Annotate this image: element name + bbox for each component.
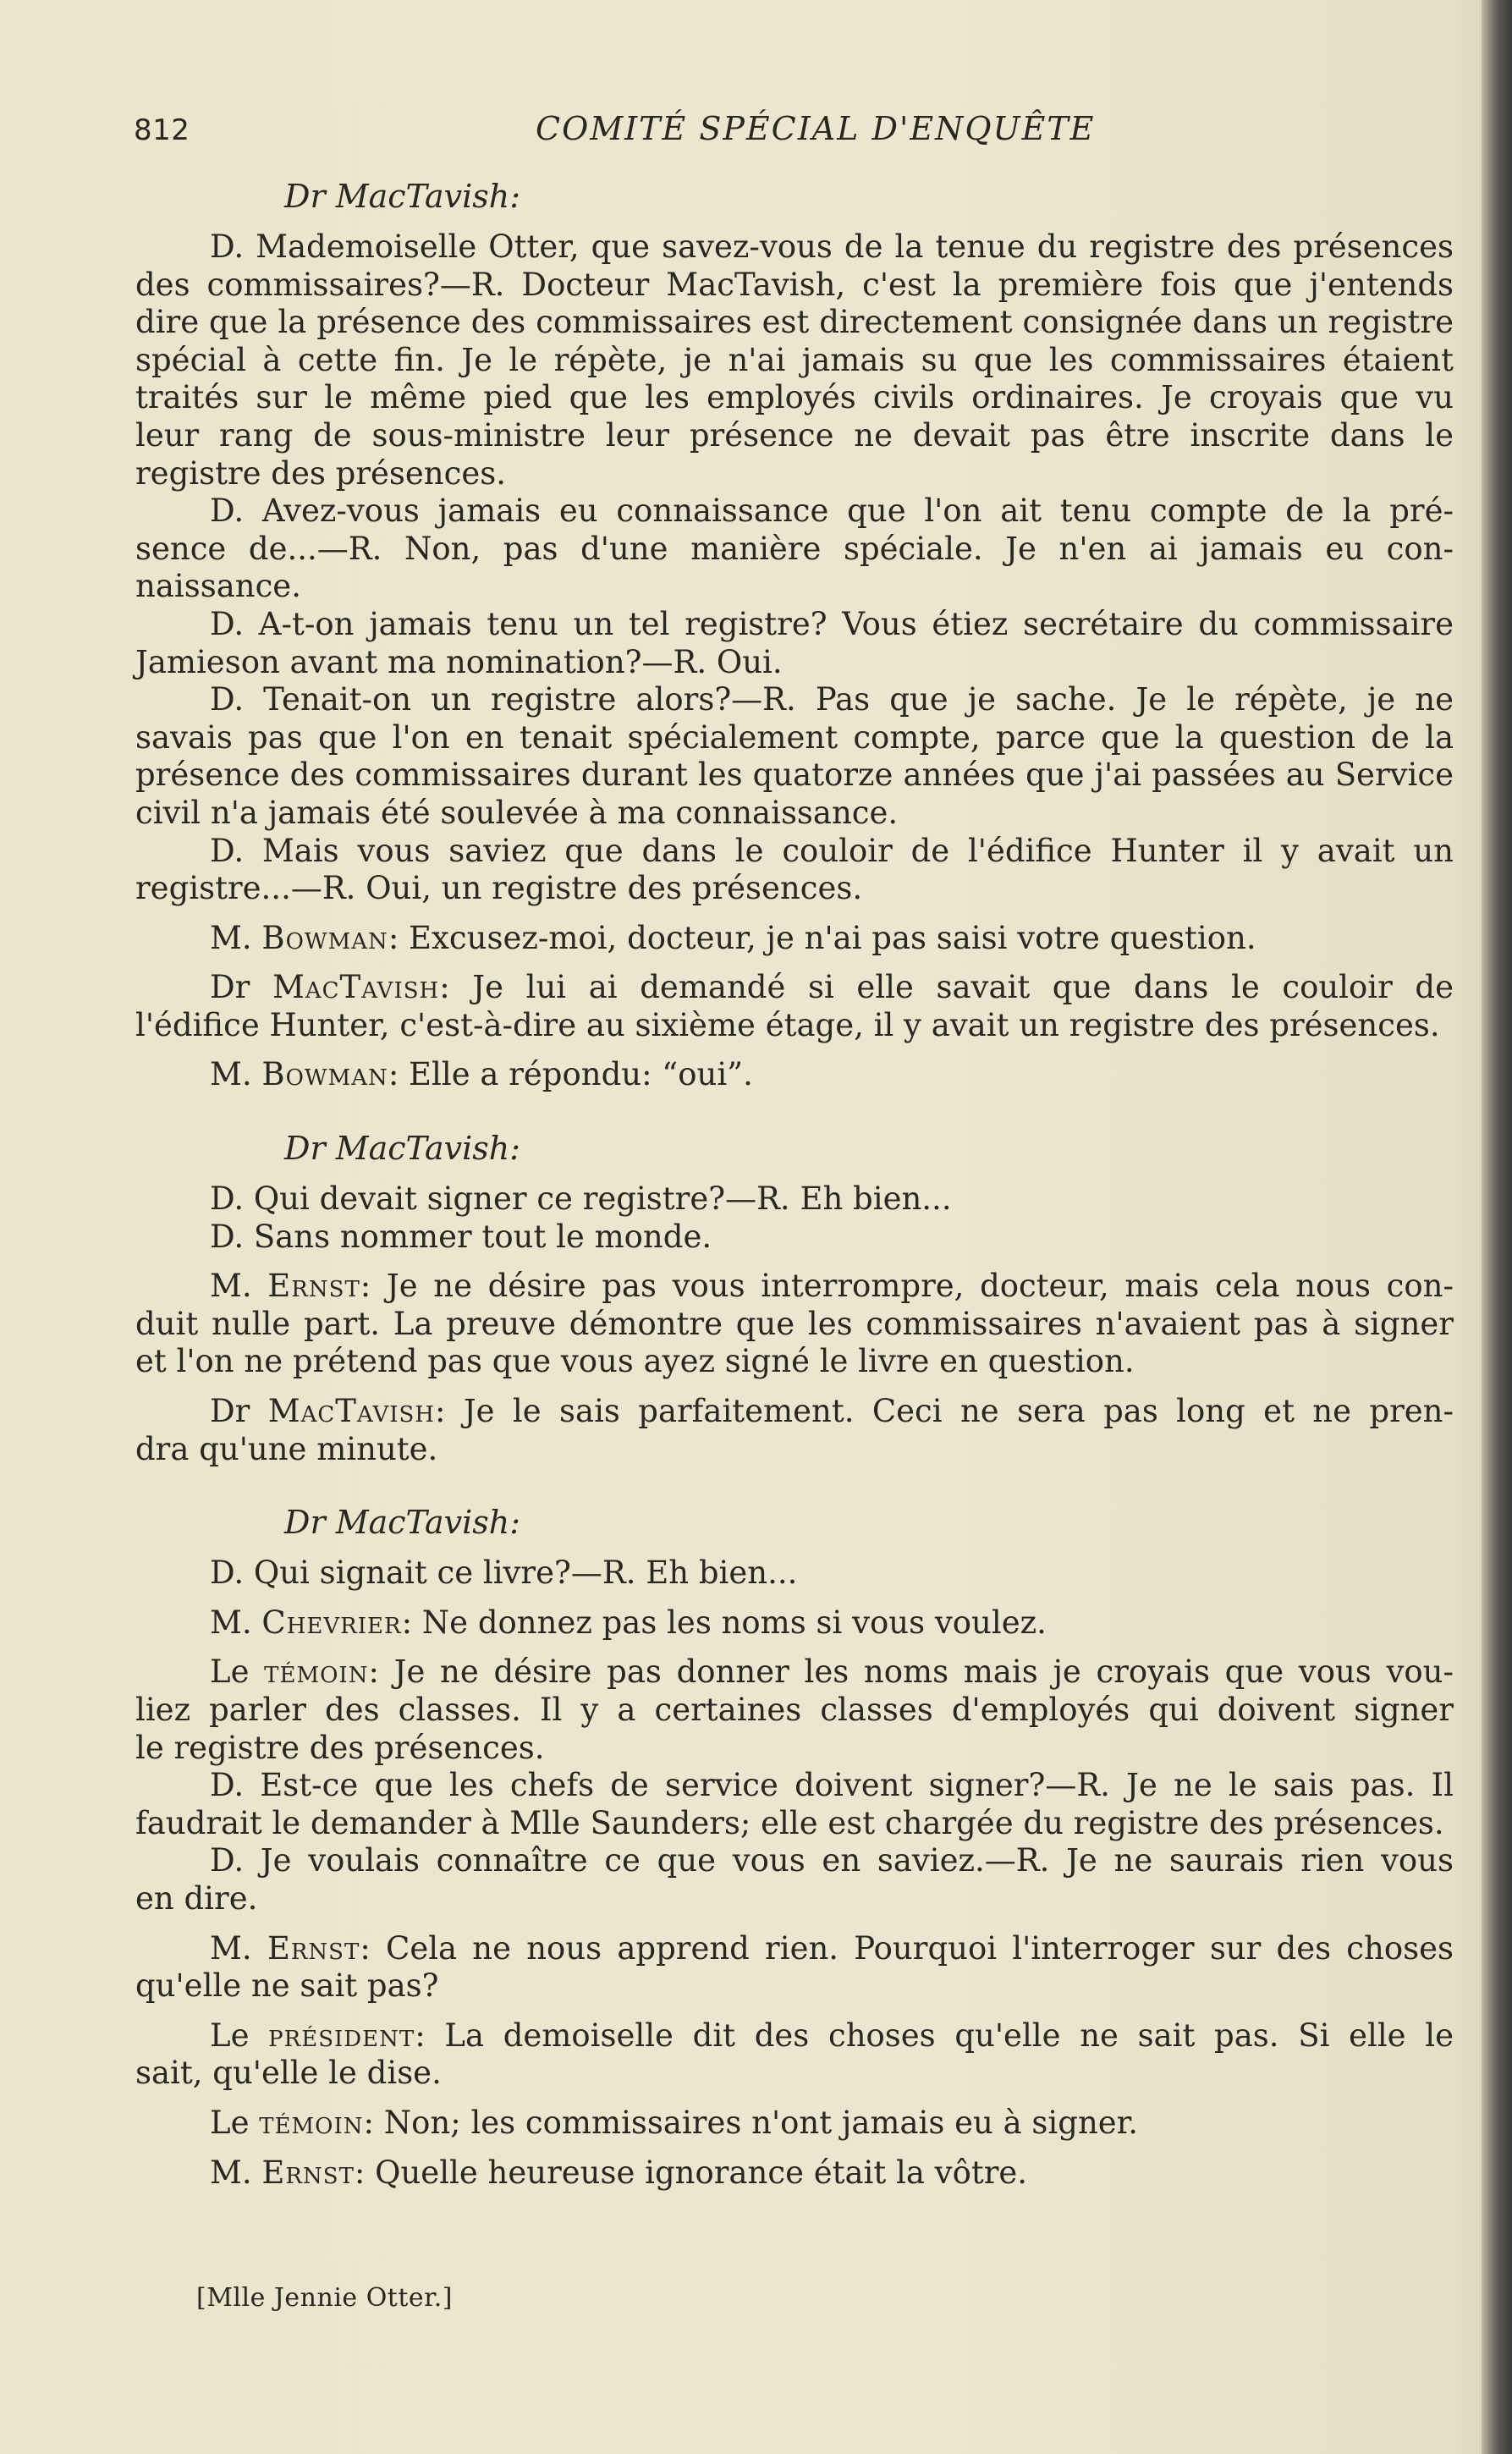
spacer — [135, 1541, 1454, 1554]
speaker-name: Ernst — [267, 1268, 360, 1305]
speaker-title: Le — [210, 2104, 260, 2141]
page-header — [134, 110, 1454, 152]
question-answer-line: D. Est-ce que les chefs de service doivent signer?—R. Je ne le sais pas. Il — [210, 1767, 1454, 1804]
speaker-line: le registre des présences. — [135, 1729, 545, 1766]
speaker-line — [135, 920, 1454, 958]
page-number: 812 — [134, 113, 190, 147]
binding-edge — [1482, 0, 1512, 2454]
spacer — [135, 1094, 1454, 1130]
speaker-line — [135, 1930, 1454, 1968]
speaker-title: M. — [210, 1056, 262, 1093]
speaker-line: liez parler des classes. Il y a certaines classes d'employés qui doivent signer — [135, 1692, 1454, 1728]
spacer — [135, 215, 1454, 228]
speaker-line — [135, 1653, 1454, 1692]
speech-text: : La demoiselle dit des choses qu'elle ne sait pas. Si elle le — [415, 2017, 1454, 2054]
question-answer-line: naissance. — [135, 568, 301, 605]
spacer — [135, 908, 1454, 920]
spacer — [135, 2006, 1454, 2017]
speaker-name: MacTavish — [272, 969, 440, 1006]
question-answer-line: D. Mais vous saviez que dans le couloir de l'édifice Hunter il y avait un — [210, 832, 1454, 869]
question-answer-line: sence de...—R. Non, pas d'une manière spéciale. Je n'en ai jamais eu con- — [135, 530, 1454, 567]
speaker-line: qu'elle ne sait pas? — [135, 1967, 439, 2005]
speaker-line: et l'on ne prétend pas que vous ayez signé le livre en question. — [135, 1343, 1135, 1380]
spacer — [135, 1381, 1454, 1393]
spacer — [135, 1256, 1454, 1268]
speaker-name: témoin — [264, 1653, 369, 1691]
speaker-line: sait, qu'elle le dise. — [135, 2055, 442, 2092]
spacer — [135, 957, 1454, 969]
page-body — [135, 178, 1454, 2192]
footer-note: [Mlle Jennie Otter.] — [196, 2283, 453, 2313]
speaker-title: Le — [210, 2017, 269, 2054]
question-answer-line: D. Sans nommer tout le monde. — [210, 1218, 712, 1255]
speaker-title: M. — [210, 2154, 262, 2191]
question-answer-line: D. Qui devait signer ce registre?—R. Eh bien... — [210, 1180, 952, 1218]
speaker-title: Dr — [210, 969, 272, 1006]
speaker-line — [135, 1056, 1454, 1094]
question-answer-line: traités sur le même pied que les employés civils ordinaires. Je croyais que vu — [135, 379, 1454, 416]
question-answer-line: présence des commissaires durant les quatorze années que j'ai passées au Service — [135, 757, 1454, 794]
speaker-line — [135, 1268, 1454, 1306]
spacer — [135, 1167, 1454, 1180]
speech-text: : Je ne désire pas donner les noms mais je croyais que vous vou- — [368, 1653, 1454, 1691]
speaker-name: Ernst — [267, 1929, 360, 1967]
speech-text: : Je le sais parfaitement. Ceci ne sera pas long et ne pren- — [434, 1393, 1454, 1430]
speaker-title: M. — [210, 1929, 267, 1967]
speaker-header: Dr MacTavish: — [284, 1504, 521, 1542]
question-answer-line: Jamieson avant ma nomination?—R. Oui. — [135, 643, 783, 680]
speaker-line — [135, 2017, 1454, 2055]
question-answer-line: savais pas que l'on en tenait spécialement compte, parce que la question de la — [135, 718, 1454, 756]
question-answer-line: leur rang de sous-ministre leur présence ne devait pas être inscrite dans le — [135, 416, 1454, 454]
speech-text: : Cela ne nous apprend rien. Pourquoi l'interroger sur des choses — [360, 1929, 1454, 1967]
speaker-title: Le — [210, 1653, 265, 1691]
speech-text: : Je lui ai demandé si elle savait que dans le couloir de — [439, 969, 1454, 1006]
speaker-line — [135, 2105, 1454, 2143]
speech-text: : Ne donnez pas les noms si vous voulez. — [401, 1604, 1047, 1641]
speaker-title: M. — [210, 1604, 262, 1641]
spacer — [135, 1918, 1454, 1930]
question-answer-line: D. A-t-on jamais tenu un tel registre? Vous étiez secrétaire du commissaire — [210, 605, 1454, 642]
speaker-name: MacTavish — [267, 1393, 435, 1430]
speaker-title: Dr — [210, 1393, 268, 1430]
speaker-name: témoin — [259, 2104, 364, 2141]
question-answer-line: dire que la présence des commissaires est directement consignée dans un registre — [135, 304, 1454, 341]
speaker-title: M. — [210, 919, 262, 956]
speech-text: : Quelle heureuse ignorance était la vôtre. — [354, 2154, 1028, 2191]
spacer — [135, 1468, 1454, 1504]
spacer — [135, 1593, 1454, 1604]
speech-text: : Je ne désire pas vous interrompre, docteur, mais cela nous con- — [360, 1268, 1454, 1305]
spacer — [135, 1044, 1454, 1056]
speaker-line: dra qu'une minute. — [135, 1430, 438, 1467]
question-answer-line: D. Tenait-on un registre alors?—R. Pas que je sache. Je le répète, je ne — [210, 681, 1454, 718]
speaker-header: Dr MacTavish: — [284, 178, 521, 215]
speaker-name: Bowman — [261, 919, 388, 956]
question-answer-line: D. Qui signait ce livre?—R. Eh bien... — [210, 1554, 798, 1592]
speaker-name: Ernst — [261, 2154, 355, 2191]
speech-text: : Elle a répondu: “oui”. — [388, 1056, 753, 1093]
question-answer-line: civil n'a jamais été soulevée à ma connaissance. — [135, 794, 899, 831]
speech-text: : Excusez-moi, docteur, je n'ai pas saisi votre question. — [388, 919, 1256, 956]
speaker-name: Bowman — [261, 1056, 388, 1093]
speaker-line — [135, 2154, 1454, 2193]
speaker-line — [135, 1393, 1454, 1431]
spacer — [135, 2093, 1454, 2105]
question-answer-line: des commissaires?—R. Docteur MacTavish, c'est la première fois que j'entends — [135, 266, 1454, 303]
speech-text: : Non; les commissaires n'ont jamais eu à signer. — [363, 2104, 1139, 2141]
speaker-line — [135, 969, 1454, 1007]
question-answer-line: D. Je voulais connaître ce que vous en saviez.—R. Je ne saurais rien vous — [210, 1842, 1454, 1879]
question-answer-line: en dire. — [135, 1879, 258, 1917]
speaker-name: Chevrier — [261, 1604, 402, 1641]
question-answer-line: D. Mademoiselle Otter, que savez-vous de la tenue du registre des présences — [210, 228, 1454, 265]
spacer — [135, 2143, 1454, 2154]
question-answer-line: faudrait le demander à Mlle Saunders; elle est chargée du registre des présences. — [135, 1804, 1444, 1841]
speaker-line: duit nulle part. La preuve démontre que les commissaires n'avaient pas à signer — [135, 1305, 1454, 1342]
running-title: COMITÉ SPÉCIAL D'ENQUÊTE — [536, 110, 1096, 147]
question-answer-line: registre des présences. — [135, 454, 506, 492]
question-answer-line: registre...—R. Oui, un registre des présences. — [135, 870, 863, 907]
speaker-line: l'édifice Hunter, c'est-à-dire au sixième étage, il y avait un registre des présences. — [135, 1006, 1440, 1043]
speaker-name: président — [268, 2017, 415, 2054]
speaker-title: M. — [210, 1268, 268, 1305]
question-answer-line: D. Avez-vous jamais eu connaissance que l'on ait tenu compte de la pré- — [210, 492, 1454, 530]
speaker-line — [135, 1604, 1454, 1642]
speaker-header: Dr MacTavish: — [284, 1130, 521, 1168]
question-answer-line: spécial à cette fin. Je le répète, je n'ai jamais su que les commissaires étaient — [135, 341, 1454, 378]
spacer — [135, 1642, 1454, 1653]
